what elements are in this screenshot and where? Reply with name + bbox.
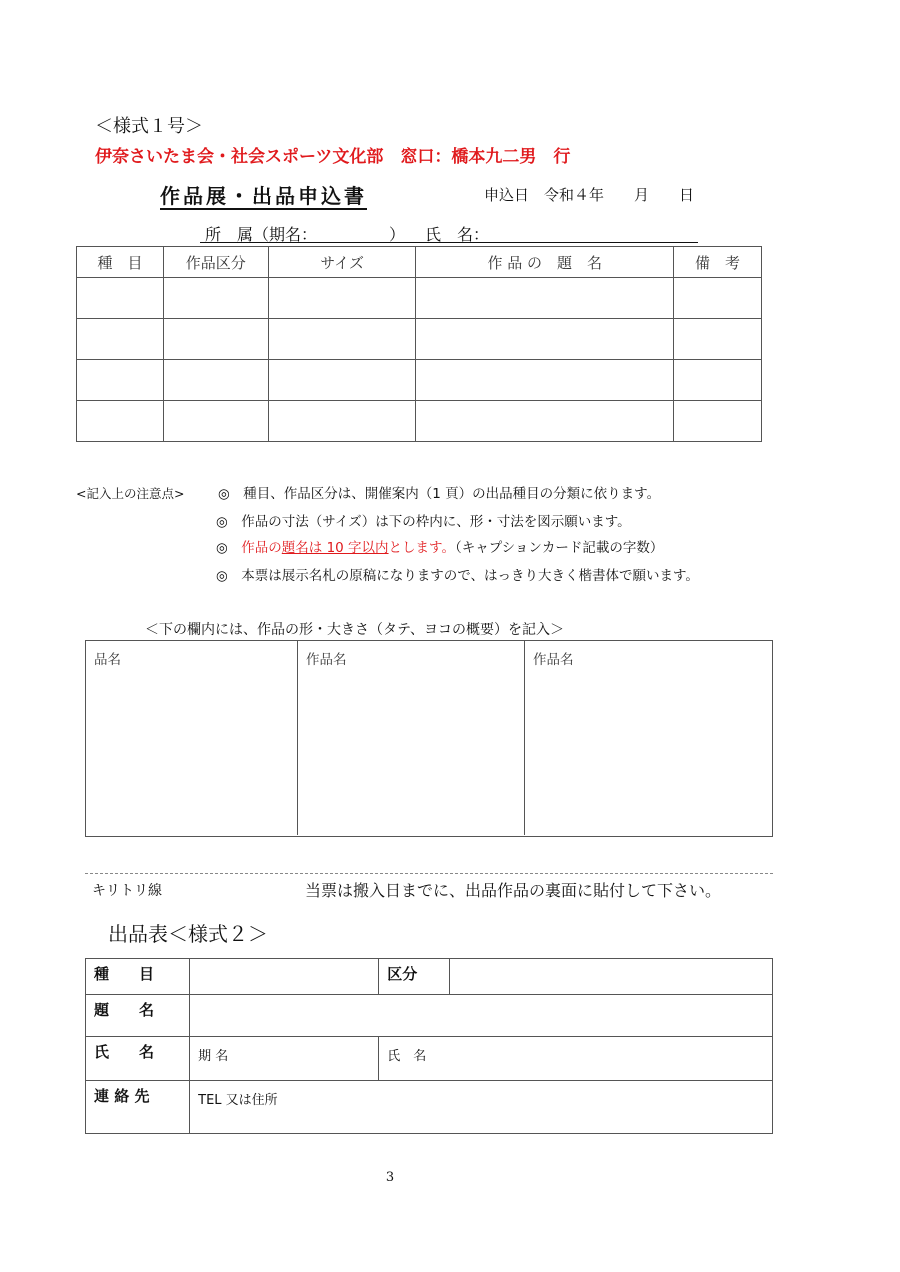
cell-category[interactable] [77, 319, 164, 360]
shape-divider [297, 640, 298, 835]
title-label: 題 名 [86, 995, 190, 1037]
application-table [76, 246, 762, 442]
cell-category[interactable] [77, 278, 164, 319]
shape-label-work-name: 作品名 [533, 652, 574, 668]
row-category [86, 959, 773, 995]
header-work-type: 作品区分 [163, 247, 268, 278]
cell-work-title[interactable] [416, 278, 674, 319]
cell-remarks[interactable] [674, 319, 762, 360]
exhibit-sheet-table [85, 958, 773, 1134]
header-category: 種 目 [77, 247, 164, 278]
name-label: 氏 名 [86, 1037, 190, 1081]
header-size: サイズ [268, 247, 416, 278]
header-work-title: 作 品 の 題 名 [416, 247, 674, 278]
header-remarks: 備 考 [674, 247, 762, 278]
cell-size[interactable] [268, 319, 416, 360]
person-name-field[interactable]: 氏 名 [379, 1037, 773, 1081]
row-title [86, 995, 773, 1037]
cell-remarks[interactable] [674, 360, 762, 401]
cell-work-title[interactable] [416, 401, 674, 442]
cell-remarks[interactable] [674, 401, 762, 442]
affiliation-underline [200, 242, 698, 243]
note-item: ◎ 作品の寸法（サイズ）は下の枠内に、形・寸法を図示願います。 [216, 514, 631, 530]
note-rest: （キャプションカード記載の字数） [454, 540, 664, 556]
note-red-text: 作品の [241, 540, 282, 556]
row-name [86, 1037, 773, 1081]
cut-instruction: 当票は搬入日までに、出品作品の裏面に貼付して下さい。 [305, 881, 722, 900]
shape-caption: ＜下の欄内には、作品の形・大きさ（タテ、ヨコの概要）を記入＞ [145, 622, 565, 638]
note-prefix: ◎ [216, 540, 242, 556]
cell-work-type[interactable] [163, 278, 268, 319]
table-row [77, 319, 762, 360]
division-field[interactable] [450, 959, 773, 995]
affiliation-label: 所 属（期名： ） [205, 225, 406, 244]
cell-size[interactable] [268, 401, 416, 442]
cell-work-title[interactable] [416, 360, 674, 401]
destination: 伊奈さいたま会・社会スポーツ文化部 窓口：橋本九二男 行 [95, 147, 571, 167]
cut-line [85, 873, 773, 874]
table-header-row [77, 247, 762, 278]
title-field[interactable] [190, 995, 773, 1037]
page-number: 3 [385, 1170, 395, 1185]
note-red-text: とします。 [388, 540, 455, 556]
notes-heading: <記入上の注意点> [76, 486, 185, 501]
table-row [77, 278, 762, 319]
shape-divider [524, 640, 525, 835]
table-row [77, 360, 762, 401]
shape-drawing-box[interactable] [85, 640, 773, 837]
note-item: ◎ 本票は展示名札の原稿になりますので、はっきり大きく楷書体で願います。 [216, 568, 699, 584]
contact-field[interactable]: TEL 又は住所 [190, 1081, 773, 1134]
shape-label-item-name: 品名 [94, 652, 121, 668]
contact-label: 連 絡 先 [86, 1081, 190, 1134]
name-label: 氏 名： [425, 225, 490, 244]
category-label: 種 目 [86, 959, 190, 995]
cell-category[interactable] [77, 360, 164, 401]
cell-remarks[interactable] [674, 278, 762, 319]
application-date: 申込日 令和４年 月 日 [484, 186, 695, 204]
document-title: 作品展・出品申込書 [160, 184, 367, 208]
shape-label-work-name: 作品名 [306, 652, 347, 668]
table-row [77, 401, 762, 442]
exhibit-sheet-title: 出品表＜様式２＞ [108, 922, 268, 946]
cell-category[interactable] [77, 401, 164, 442]
form-id: ＜様式１号＞ [95, 116, 203, 137]
note-item-title-limit [216, 536, 663, 556]
row-contact [86, 1081, 773, 1134]
cut-line-label: キリトリ線 [92, 883, 162, 899]
cell-work-type[interactable] [163, 401, 268, 442]
cell-work-title[interactable] [416, 319, 674, 360]
cell-work-type[interactable] [163, 360, 268, 401]
cell-size[interactable] [268, 360, 416, 401]
category-field[interactable] [190, 959, 379, 995]
cell-size[interactable] [268, 278, 416, 319]
division-label: 区分 [379, 959, 450, 995]
note-item: ◎ 種目、作品区分は、開催案内（1 頁）の出品種目の分類に依ります。 [218, 486, 661, 502]
period-field[interactable]: 期 名 [190, 1037, 379, 1081]
note-red-underlined: 題名は 10 字以内 [281, 540, 389, 556]
cell-work-type[interactable] [163, 319, 268, 360]
